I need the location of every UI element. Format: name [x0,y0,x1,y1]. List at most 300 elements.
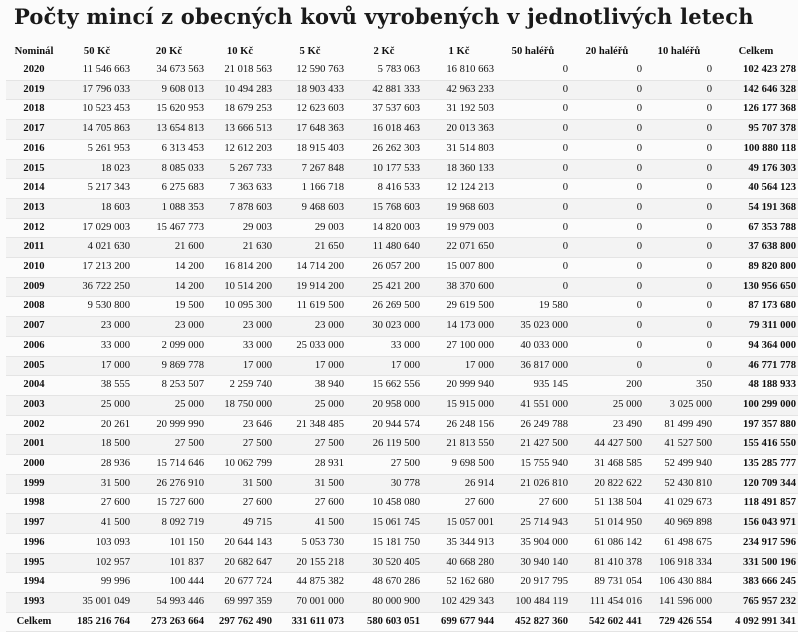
row-total: 331 500 196 [743,556,796,568]
column-header: 2 Kč [373,46,395,57]
table-row [6,376,798,396]
totals-cell: 580 603 051 [367,615,420,627]
table-cell: 20 261 [100,418,130,430]
row-year: 2002 [23,418,45,430]
table-cell: 20 999 940 [446,379,494,391]
table-cell: 8 416 533 [377,182,420,194]
table-cell: 0 [706,103,712,115]
table-cell: 103 093 [95,536,130,548]
table-cell: 100 444 [169,576,204,588]
table-row [6,277,798,297]
table-body [6,61,798,632]
table-cell: 10 514 200 [224,280,272,292]
table-cell: 33 000 [390,339,420,351]
totals-cell: 4 092 991 341 [735,615,796,627]
table-row [6,494,798,514]
table-cell: 0 [706,280,712,292]
table-row [6,198,798,218]
row-total: 87 173 680 [748,300,796,312]
table-cell: 935 145 [533,379,568,391]
table-cell: 0 [706,221,712,233]
table-row [6,336,798,356]
table-cell: 27 600 [314,497,344,509]
table-cell: 35 904 000 [520,536,568,548]
table-cell: 36 817 000 [520,359,568,371]
table-cell: 0 [636,241,642,253]
row-year: 1996 [23,536,45,548]
row-total: 142 646 328 [743,83,796,95]
table-cell: 25 033 000 [296,339,344,351]
table-cell: 102 429 343 [441,595,494,607]
row-total: 102 423 278 [743,64,796,75]
table-cell: 30 520 405 [372,556,420,568]
table-cell: 100 484 119 [515,595,568,607]
table-cell: 2 099 000 [161,339,204,351]
table-cell: 17 000 [100,359,130,371]
row-total: 126 177 368 [743,103,796,115]
table-row [6,573,798,593]
row-total: 46 771 778 [748,359,796,371]
table-cell: 15 007 800 [446,261,494,273]
row-year: 2009 [23,280,45,292]
column-header: 10 haléřů [657,46,701,57]
row-year: 2010 [23,261,45,273]
table-cell: 0 [706,142,712,154]
table-cell: 200 [626,379,642,391]
table-cell: 41 500 [314,517,344,529]
table-cell: 31 500 [314,477,344,489]
row-total: 89 820 800 [748,261,796,273]
table-cell: 41 551 000 [520,398,568,410]
row-year: 1997 [23,517,45,529]
table-cell: 18 603 [100,201,130,213]
row-year: 2017 [23,123,45,135]
row-year: 2003 [23,398,45,410]
table-cell: 31 192 503 [446,103,494,115]
table-cell: 0 [706,201,712,213]
table-cell: 17 796 033 [82,83,130,95]
row-year: 2005 [23,359,45,371]
table-cell: 33 000 [242,339,272,351]
table-cell: 15 727 600 [156,497,204,509]
table-cell: 0 [706,182,712,194]
table-cell: 12 124 213 [446,182,494,194]
table-cell: 25 000 [100,398,130,410]
row-year: 2013 [23,201,45,213]
table-cell: 0 [706,64,712,75]
table-cell: 48 670 286 [372,576,420,588]
table-cell: 18 360 133 [446,162,494,174]
table-row [6,395,798,415]
table-cell: 19 580 [538,300,568,312]
table-cell: 0 [562,64,568,75]
table-cell: 33 000 [100,339,130,351]
table-cell: 21 813 550 [446,438,494,450]
row-year: 2019 [23,83,45,95]
row-year: 2008 [23,300,45,312]
table-cell: 21 600 [174,241,204,253]
page-title: Počty mincí z obecných kovů vyrobených v jednotlivých letech [14,4,754,29]
table-row [6,159,798,179]
table-cell: 17 000 [464,359,494,371]
row-year: 2012 [23,221,45,233]
table-cell: 54 993 446 [156,595,204,607]
table-cell: 111 454 016 [589,595,642,607]
table-cell: 0 [636,162,642,174]
table-cell: 0 [636,320,642,332]
table-cell: 52 162 680 [446,576,494,588]
table-cell: 0 [636,261,642,273]
table-cell: 0 [636,300,642,312]
table-cell: 99 996 [100,576,130,588]
row-total: 156 043 971 [743,517,796,529]
table-cell: 36 722 250 [82,280,130,292]
table-cell: 16 814 200 [224,261,272,273]
table-cell: 25 421 200 [372,280,420,292]
table-cell: 20 944 574 [372,418,420,430]
table-row [6,120,798,140]
totals-cell: 452 827 360 [515,615,568,627]
table-cell: 6 313 453 [161,142,204,154]
table-cell: 20 958 000 [372,398,420,410]
row-year: 2015 [23,162,45,174]
table-cell: 0 [706,339,712,351]
row-total: 383 666 245 [743,576,796,588]
table-cell: 0 [562,103,568,115]
table-cell: 12 623 603 [296,103,344,115]
table-cell: 37 537 603 [372,103,420,115]
table-cell: 31 468 585 [594,458,642,470]
table-cell: 20 644 143 [224,536,272,548]
table-cell: 9 468 603 [301,201,344,213]
table-cell: 15 714 646 [156,458,204,470]
table-cell: 0 [636,221,642,233]
table-cell: 23 490 [612,418,642,430]
row-total: 40 564 123 [748,182,796,194]
table-cell: 0 [636,280,642,292]
header-row [6,43,798,61]
table-cell: 0 [562,241,568,253]
table-cell: 11 546 663 [82,64,130,75]
table-cell: 51 014 950 [594,517,642,529]
table-cell: 21 630 [242,241,272,253]
table-cell: 102 957 [95,556,130,568]
table-cell: 16 810 663 [446,64,494,75]
table-row [6,514,798,534]
table-cell: 27 600 [464,497,494,509]
table-cell: 20 013 363 [446,123,494,135]
table-cell: 40 969 898 [664,517,712,529]
table-cell: 9 530 800 [87,300,130,312]
table-cell: 19 968 603 [446,201,494,213]
table-cell: 18 915 403 [296,142,344,154]
table-cell: 29 003 [314,221,344,233]
table-cell: 0 [706,300,712,312]
table-cell: 18 679 253 [224,103,272,115]
table-cell: 14 200 [174,261,204,273]
table-cell: 20 999 990 [156,418,204,430]
table-row [6,356,798,376]
table-cell: 81 499 490 [664,418,712,430]
table-cell: 10 494 283 [224,83,272,95]
table-cell: 38 940 [314,379,344,391]
table-cell: 5 261 953 [87,142,130,154]
table-cell: 41 527 500 [664,438,712,450]
table-row [6,592,798,612]
table-cell: 30 940 140 [520,556,568,568]
table-cell: 31 514 803 [446,142,494,154]
row-total: 95 707 378 [748,123,796,135]
row-total: 67 353 788 [748,221,796,233]
column-header: 1 Kč [448,46,470,57]
table-cell: 23 646 [242,418,272,430]
totals-cell: 729 426 554 [659,615,712,627]
totals-cell: 331 611 073 [291,615,344,627]
totals-cell: 273 263 664 [151,615,204,627]
row-year: 2001 [23,438,45,450]
table-cell: 28 931 [314,458,344,470]
table-cell: 0 [636,103,642,115]
table-cell: 15 620 953 [156,103,204,115]
row-total: 765 957 232 [743,595,796,607]
table-cell: 25 000 [174,398,204,410]
table-cell: 101 837 [169,556,204,568]
row-year: 1995 [23,556,45,568]
table-cell: 350 [696,379,712,391]
row-total: 155 416 550 [743,438,796,450]
table-cell: 13 654 813 [156,123,204,135]
table-cell: 15 755 940 [520,458,568,470]
table-cell: 2 259 740 [229,379,272,391]
table-cell: 61 498 675 [664,536,712,548]
table-cell: 15 467 773 [156,221,204,233]
table-row [6,553,798,573]
table-cell: 23 000 [174,320,204,332]
table-row [6,533,798,553]
column-header-total: Celkem [738,46,774,57]
column-header: 20 Kč [155,46,183,57]
table-cell: 15 662 556 [372,379,420,391]
table-cell: 40 668 280 [446,556,494,568]
table-row [6,415,798,435]
table-cell: 38 555 [100,379,130,391]
table-cell: 81 410 378 [594,556,642,568]
table-cell: 23 000 [314,320,344,332]
table-cell: 49 715 [242,517,272,529]
table-cell: 14 820 003 [372,221,420,233]
table-cell: 18 750 000 [224,398,272,410]
row-year: 1999 [23,477,45,489]
table-cell: 89 731 054 [594,576,642,588]
table-cell: 44 427 500 [594,438,642,450]
table-cell: 18 500 [100,438,130,450]
table-cell: 25 714 943 [520,517,568,529]
totals-cell: 185 216 764 [77,615,130,627]
table-cell: 0 [562,123,568,135]
table-cell: 9 698 500 [451,458,494,470]
table-cell: 52 499 940 [664,458,712,470]
table-cell: 20 822 622 [594,477,642,489]
table-cell: 40 033 000 [520,339,568,351]
row-year: 1994 [23,576,45,588]
table-cell: 14 714 200 [296,261,344,273]
row-year: 1993 [23,595,45,607]
row-total: 118 491 857 [743,497,796,509]
row-total: 54 191 368 [748,201,796,213]
table-cell: 20 677 724 [224,576,272,588]
table-cell: 42 963 233 [446,83,494,95]
table-cell: 26 269 500 [372,300,420,312]
table-header [6,43,798,61]
table-cell: 5 217 343 [87,182,130,194]
table-cell: 0 [562,182,568,194]
table-cell: 41 500 [100,517,130,529]
table-cell: 17 648 363 [296,123,344,135]
table-cell: 0 [636,64,642,75]
table-cell: 35 001 049 [82,595,130,607]
column-header: 50 haléřů [511,46,555,57]
table-cell: 30 023 000 [372,320,420,332]
table-cell: 4 021 630 [87,241,130,253]
table-cell: 26 119 500 [372,438,420,450]
table-cell: 0 [636,182,642,194]
table-cell: 20 917 795 [520,576,568,588]
row-year: 2018 [23,103,45,115]
table-row [6,435,798,455]
table-cell: 38 370 600 [446,280,494,292]
row-year: 2011 [23,241,45,253]
table-cell: 0 [706,359,712,371]
table-cell: 106 918 334 [659,556,712,568]
row-total: 48 188 933 [748,379,796,391]
table-cell: 27 600 [242,497,272,509]
table-cell: 141 596 000 [659,595,712,607]
table-cell: 31 500 [242,477,272,489]
table-cell: 3 025 000 [669,398,712,410]
table-cell: 51 138 504 [594,497,642,509]
table-cell: 27 500 [390,458,420,470]
column-header: 10 Kč [226,46,254,57]
table-cell: 52 430 810 [664,477,712,489]
table-cell: 5 783 063 [377,64,420,75]
table-row [6,139,798,159]
table-cell: 7 363 633 [229,182,272,194]
table-cell: 27 100 000 [446,339,494,351]
table-cell: 15 057 001 [446,517,494,529]
table-cell: 17 000 [242,359,272,371]
table-cell: 101 150 [169,536,204,548]
column-header-denomination: Nominál [14,46,54,57]
row-total: 135 285 777 [743,458,796,470]
table-row [6,100,798,120]
table-cell: 18 023 [100,162,130,174]
row-year: 2006 [23,339,45,351]
coin-production-table [6,43,798,632]
table-cell: 27 500 [174,438,204,450]
table-row [6,61,798,80]
row-total: 234 917 596 [743,536,796,548]
table-cell: 0 [562,162,568,174]
table-cell: 0 [562,280,568,292]
table-cell: 12 612 203 [224,142,272,154]
table-cell: 10 062 799 [224,458,272,470]
row-year: 1998 [23,497,45,509]
table-cell: 0 [562,261,568,273]
table-cell: 21 650 [314,241,344,253]
table-row [6,179,798,199]
row-total: 120 709 344 [743,477,796,489]
table-cell: 26 914 [464,477,494,489]
row-total: 49 176 303 [748,162,796,174]
table-cell: 21 026 810 [520,477,568,489]
column-header: 5 Kč [299,46,321,57]
row-total: 100 299 000 [743,398,796,410]
table-cell: 7 878 603 [229,201,272,213]
table-cell: 0 [636,83,642,95]
table-cell: 17 000 [314,359,344,371]
table-cell: 9 608 013 [161,83,204,95]
table-cell: 0 [706,123,712,135]
table-cell: 0 [636,201,642,213]
totals-cell: 542 602 441 [589,615,642,627]
table-cell: 19 914 200 [296,280,344,292]
column-header: 50 Kč [83,46,111,57]
table-row [6,297,798,317]
row-total: 94 364 000 [748,339,796,351]
row-year: 2004 [23,379,45,391]
table-cell: 5 053 730 [301,536,344,548]
table-cell: 15 181 750 [372,536,420,548]
table-cell: 0 [706,162,712,174]
table-row [6,238,798,258]
table-cell: 16 018 463 [372,123,420,135]
table-cell: 23 000 [242,320,272,332]
table-cell: 31 500 [100,477,130,489]
table-cell: 25 000 [314,398,344,410]
table-cell: 28 936 [100,458,130,470]
table-cell: 0 [562,142,568,154]
table-cell: 10 095 300 [224,300,272,312]
table-cell: 27 600 [538,497,568,509]
table-cell: 15 915 000 [446,398,494,410]
table-row [6,455,798,475]
table-cell: 35 023 000 [520,320,568,332]
table-cell: 27 600 [100,497,130,509]
totals-cell: 297 762 490 [219,615,272,627]
table-cell: 12 590 763 [296,64,344,75]
table-cell: 70 001 000 [296,595,344,607]
table-cell: 8 253 507 [161,379,204,391]
table-cell: 10 458 080 [372,497,420,509]
table-cell: 17 029 003 [82,221,130,233]
column-header: 20 haléřů [585,46,629,57]
table-cell: 20 682 647 [224,556,272,568]
table-cell: 20 155 218 [296,556,344,568]
table-cell: 17 213 200 [82,261,130,273]
table-cell: 0 [562,83,568,95]
table-cell: 29 003 [242,221,272,233]
totals-cell: 699 677 944 [441,615,494,627]
table-cell: 30 778 [390,477,420,489]
totals-label: Celkem [16,615,52,627]
table-cell: 11 619 500 [296,300,344,312]
table-cell: 0 [636,123,642,135]
row-total: 100 880 118 [743,142,796,154]
table-cell: 35 344 913 [446,536,494,548]
table-cell: 80 000 900 [372,595,420,607]
table-cell: 22 071 650 [446,241,494,253]
row-total: 37 638 800 [748,241,796,253]
